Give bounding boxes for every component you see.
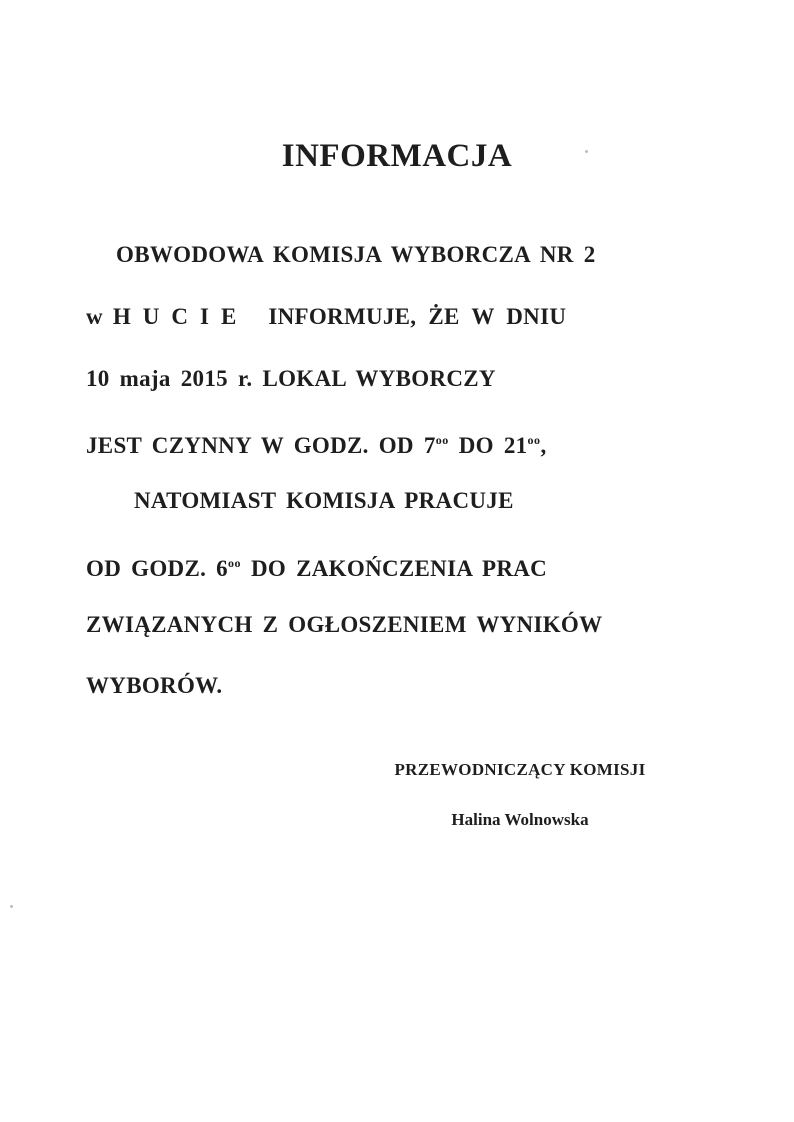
text-line-4-part1: JEST CZYNNY W GODZ. OD 7 — [86, 433, 436, 458]
document-title: INFORMACJA — [281, 138, 513, 174]
text-line-6-part1: OD GODZ. 6 — [86, 556, 228, 581]
text-line-6 — [86, 548, 547, 584]
text-line-2 — [86, 302, 566, 332]
text-line-3: 10 maja 2015 r. LOKAL WYBORCZY — [86, 366, 496, 391]
text-line-6-superscript: oo — [227, 556, 241, 570]
text-line-4-part2: DO 21 — [458, 433, 528, 458]
text-line-2-place-name: HUCIE — [112, 304, 249, 329]
text-line-2-rest: INFORMUJE, ŻE W DNIU — [268, 304, 567, 329]
text-line-8: WYBORÓW. — [86, 673, 223, 698]
text-line-7: ZWIĄZANYCH Z OGŁOSZENIEM WYNIKÓW — [86, 612, 603, 637]
text-line-4-superscript-2: oo — [527, 433, 541, 447]
text-line-5: NATOMIAST KOMISJA PRACUJE — [134, 488, 514, 513]
text-line-6-part2: DO ZAKOŃCZENIA PRAC — [250, 556, 548, 581]
signature-title: PRZEWODNICZĄCY KOMISJI — [394, 760, 646, 779]
scan-speck — [585, 150, 588, 153]
text-line-4-part3: , — [540, 433, 547, 458]
text-line-1: OBWODOWA KOMISJA WYBORCZA NR 2 — [116, 242, 596, 267]
text-line-4-superscript-1: oo — [435, 433, 449, 447]
text-line-4 — [86, 425, 547, 461]
text-line-2-prefix: w — [86, 304, 103, 329]
scan-speck — [10, 905, 13, 908]
signature-name: Halina Wolnowska — [451, 810, 589, 829]
